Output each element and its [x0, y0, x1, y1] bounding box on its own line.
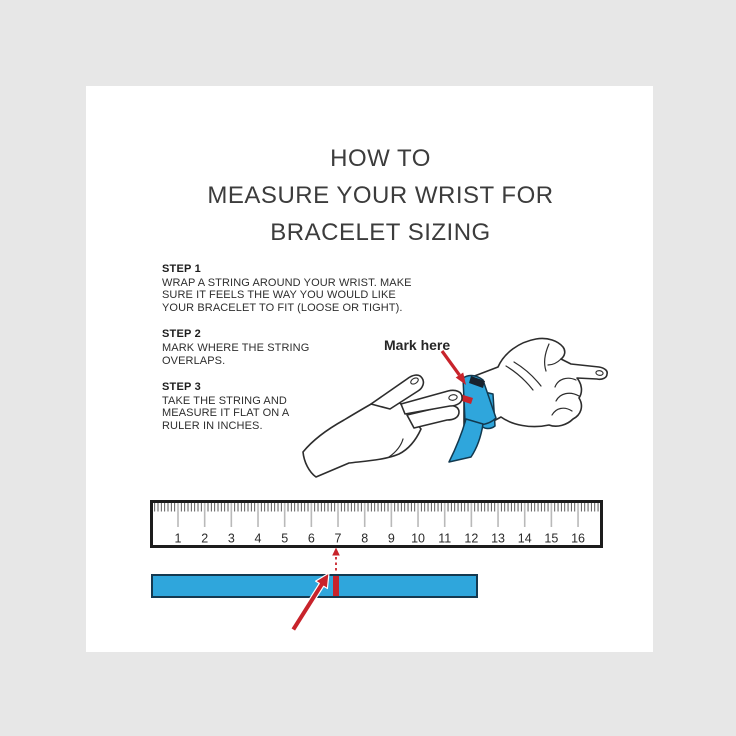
step-1-line: WRAP A STRING AROUND YOUR WRIST. MAKE [162, 277, 412, 289]
ruler-svg [150, 500, 603, 548]
step-3-line: MEASURE IT FLAT ON A [162, 407, 290, 420]
svg-text:6: 6 [307, 531, 315, 546]
svg-text:3: 3 [227, 531, 235, 546]
callout-arrow [281, 564, 341, 639]
step-3-line: RULER IN INCHES. [162, 419, 263, 432]
svg-text:1: 1 [174, 531, 182, 546]
step-1-line: YOUR BRACELET TO FIT (LOOSE OR TIGHT). [162, 301, 403, 314]
svg-text:16: 16 [571, 531, 586, 546]
title-line-3: BRACELET SIZING [270, 219, 491, 246]
svg-text:7: 7 [334, 531, 342, 546]
svg-text:11: 11 [438, 531, 452, 546]
mark-here-label: Mark here [384, 337, 451, 353]
svg-text:13: 13 [491, 531, 505, 546]
svg-text:12: 12 [464, 531, 479, 546]
string-front-end [449, 419, 483, 462]
step-1 [162, 263, 414, 314]
indicator-arrowhead [332, 548, 340, 556]
svg-text:15: 15 [544, 531, 559, 546]
svg-text:8: 8 [361, 531, 369, 546]
step-3-line: TAKE THE STRING AND [162, 395, 287, 408]
svg-text:2: 2 [201, 531, 209, 546]
step-2-line: MARK WHERE THE STRING [162, 342, 310, 355]
callout-arrow-shape [291, 573, 329, 631]
title-line-2: MEASURE YOUR WRIST FOR [207, 182, 554, 209]
wrist-measuring-illustration [300, 330, 645, 480]
svg-text:10: 10 [411, 531, 425, 546]
step-3-heading: STEP 3 [162, 381, 201, 394]
step-1-heading: STEP 1 [162, 263, 201, 275]
instruction-card [86, 86, 653, 652]
step-1-line: SURE IT FEELS THE WAY YOU WOULD LIKE [162, 289, 396, 302]
svg-text:5: 5 [281, 531, 289, 546]
ruler [150, 500, 603, 548]
step-2-line: OVERLAPS. [162, 354, 226, 367]
svg-text:14: 14 [517, 531, 532, 546]
step-2-heading: STEP 2 [162, 328, 201, 341]
callout-arrow-icon [281, 564, 341, 639]
page-title [86, 140, 653, 251]
svg-text:4: 4 [254, 531, 262, 546]
index-fingernail [596, 370, 604, 376]
hands-illustration-svg [300, 330, 645, 480]
mark-here-arrow-shaft [442, 351, 459, 375]
title-line-1: HOW TO [330, 145, 431, 172]
ruler-frame [152, 502, 602, 547]
svg-text:9: 9 [387, 531, 395, 546]
